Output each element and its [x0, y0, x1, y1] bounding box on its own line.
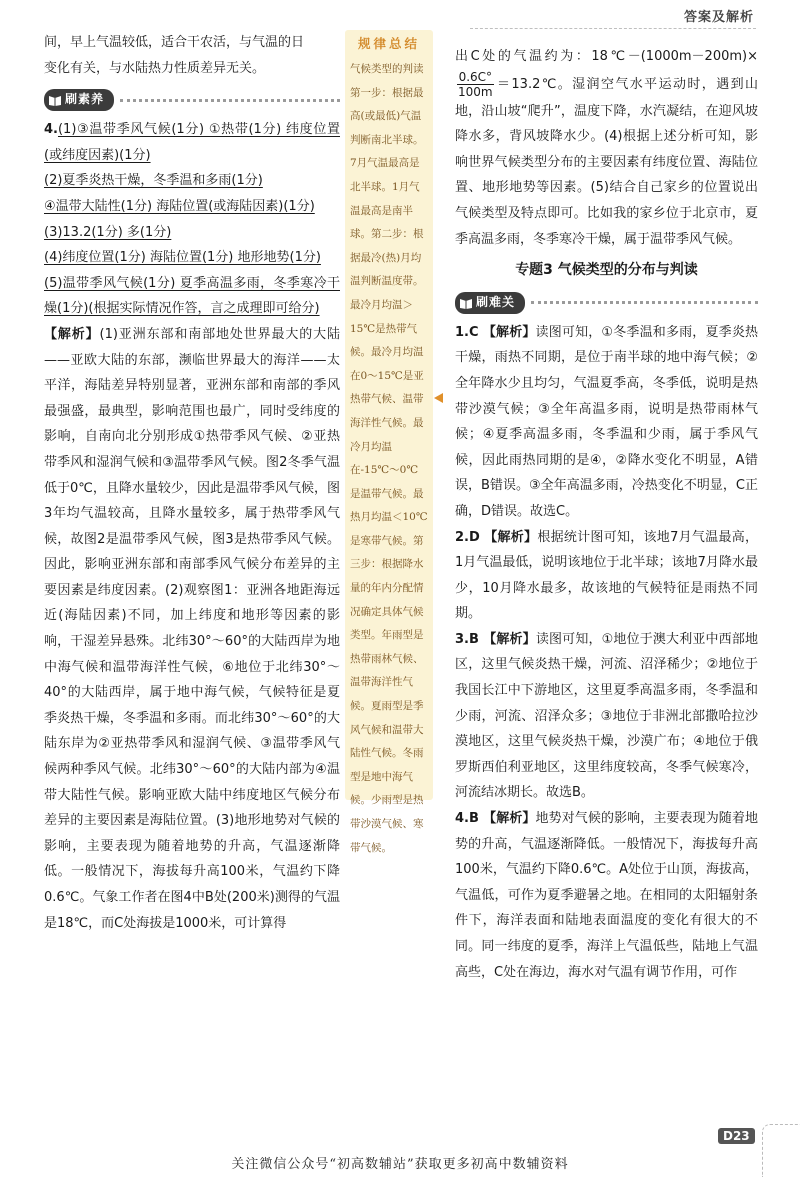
rule-summary-sidebar	[345, 30, 433, 854]
q4-number: 4.	[44, 122, 58, 138]
question-2: 2.D 【解析】根据统计图可知，该地7月气温最高，1月气温最低，说明该地位于北半球；该地7月降水最少，10月降水最多，故该地的气候特征是雨热不同期。	[455, 529, 758, 622]
q4-answer-2: (2)夏季炎热干燥，冬季温和多雨(1分)	[44, 173, 263, 189]
section-badge	[44, 89, 114, 111]
badge-dots-2	[531, 301, 758, 304]
badge-dots	[120, 99, 340, 102]
continuation-paragraph: 出C处的气温约为：18℃－(1000m－200m)× $\frac{0.6C^\circ}{100m}$ ＝13.2℃。湿润空气水平运动时，遇到山地，沿山坡“爬升”，温度下降，水汽凝结，在迎风坡降水多，背风坡降水少。(4)根据上述分析可知，影响世界气候类型分布的主要因素有纬度位置、海陆位置、地形地势等因素。(5)结合自己家乡的位置说出气候类型及特点即可。比如我的家乡位于北京市，夏季高温多雨，冬季寒冷干燥，属于温带季风气候。	[455, 49, 758, 247]
sidebar-title: 规律总结	[357, 36, 420, 51]
intro-line-2: 变化有关，与水陆热力性质差异无关。	[44, 60, 266, 76]
q4-answer-3: ④温带大陆性(1分) 海陆位置(或海陆因素)(1分)	[44, 198, 315, 214]
q4-answer-5: (4)纬度位置(1分) 海陆位置(1分) 地形地势(1分)	[44, 250, 321, 266]
question-4-right: 4.B 【解析】地势对气候的影响，主要表现为随着地势的升高，气温逐渐降低。一般情况下，海拔每升高100米，气温约下降0.6℃。A处位于山顶，海拔高，气温低，可作为夏季避暑之地。在相同的太阳辐射条件下，海洋表面和陆地表面温度的变化有很大的不同。同一纬度的夏季，海洋上气温低些，陆地上气温高些，C处在海边，海水对气温有调节作用，可作	[455, 811, 758, 980]
q4-answer-1	[44, 117, 340, 168]
section-badge-2-label: 刷难关	[476, 294, 516, 309]
q4-analysis-text: (1)亚洲东部和南部地处世界最大的大陆——亚欧大陆的东部，濒临世界最大的海洋——太平洋，海陆差异特别显著，亚洲东部和南部的季风最强盛，最典型，影响范围也最广，同时受纬度的影响，自南向北分别形成①热带季风气候、②亚热带季风和湿润气候和③温带季风气候。图2冬季气温低于0℃，且降水量较少，因此是温带季风气候，图3年均气温较高，且降水量较多，属于热带季风气候，故图2是温带季风气候，图3是热带季风气候。因此，影响亚洲东部和南部季风气候分布差异的主要因素是纬度因素。(2)观察图1：亚洲各地距海远近(海陆因素)不同，加上纬度和地形等因素的影响，干湿差异悬殊。北纬30°～60°的大陆西岸为地中海气候和温带海洋性气候，⑥地位于北纬30°～40°的大陆西岸，属于地中海气候，气候特征是夏季炎热干燥，冬季温和多雨。而北纬30°～60°的大陆东岸为②亚热带季风和湿润气候、③温带季风气候两种季风气候。北纬30°～60°的大陆内部为④温带大陆性气候。影响亚欧大陆中纬度地区气候分布差异的主要因素是海陆位置。(3)地形地势对气候的影响，主要表现为随着地势的升高，气温逐渐降低。一般情况下，海拔每升高100米，气温约下降0.6℃。气象工作者在图4中B处(200米)测得的气温是18℃，而C处海拔是1000米，可计算得	[44, 326, 340, 931]
q4-answer-6: (5)温带季风气候(1分) 夏季高温多雨，冬季寒冷干燥(1分)(根据实际情况作答，言之成理即可给分)	[44, 275, 340, 317]
page-number: D23	[718, 1128, 755, 1144]
analysis-tag: 【解析】	[44, 326, 100, 342]
sidebar-text: 气候类型的判读 第一步：根据最高(或最低)气温判断南北半球。7月气温最高是北半球。1月气温最高是南半球。第二步：根据最冷(热)月均温判断温度带。最冷月均温＞15℃是热带气候。最冷月均温在0～15℃是亚热带气候、温带海洋性气候。最冷月均温在-15℃～0℃是温带气候。最热月均温＜10℃是寒带气候。第三步：根据降水量的年内分配情况确定具体气候类型。年雨型是热带雨林气候、温带海洋性气候。夏雨型是季风气候和温带大陆性气候。冬雨型是地中海气候。少雨型是热带沙漠气候、寒带气候。	[350, 63, 428, 854]
sidebar-arrow-icon	[434, 393, 443, 403]
question-4	[44, 117, 340, 936]
section-badge-row-2	[455, 292, 758, 314]
section-badge-2	[455, 292, 525, 314]
left-column	[44, 30, 340, 936]
question-3: 3.B 【解析】读图可知，①地位于澳大利亚中西部地区，这里气候炎热干燥，河流、沼泽稀少；②地位于我国长江中下游地区，这里夏季高温多雨，冬季温和少雨，河流、沼泽众多；③地位于非洲北部撒哈拉沙漠地区，这里气候炎热干燥，沙漠广布；④地位于俄罗斯西伯利亚地区，这里纬度较高，冬季气候寒冷，河流结冰期长。故选B。	[455, 631, 758, 801]
question-1: 1.C 【解析】读图可知，①冬季温和多雨，夏季炎热干燥，雨热不同期，是位于南半球的地中海气候；②全年降水少且均匀，气温夏季高，冬季低，说明是热带沙漠气候；③全年高温多雨，说明是热带雨林气候；④夏季高温多雨，冬季温和少雨，属于季风气候，因此雨热同期的是④，②降水变化不明显，A错误，B错误。③全年高温多雨，冷热变化不明显，C正确，D错误。故选C。	[455, 324, 758, 519]
fraction: $\frac{0.6C^\circ}{100m}$	[458, 69, 493, 99]
header-title: 答案及解析	[683, 10, 754, 25]
book-icon	[459, 296, 473, 310]
footer-text: 关注微信公众号“初高数辅站”获取更多初高中数辅资料	[231, 1157, 569, 1172]
topic-title: 专题3 气候类型的分布与判读	[515, 262, 698, 279]
q4-analysis	[44, 322, 340, 936]
intro-line-1: 间，早上气温较低，适合干农活，与气温的日	[44, 35, 305, 50]
section-badge-label: 刷素养	[65, 92, 105, 107]
header-rule	[470, 28, 756, 29]
q4-answer-4: (3)13.2(1分) 多(1分)	[44, 224, 172, 240]
q4-answer-1-text: (1)③温带季风气候(1分) ①热带(1分) 纬度位置(或纬度因素)(1分)	[44, 122, 340, 163]
section-badge-row	[44, 89, 340, 111]
right-column	[455, 44, 758, 985]
book-icon	[48, 93, 62, 107]
